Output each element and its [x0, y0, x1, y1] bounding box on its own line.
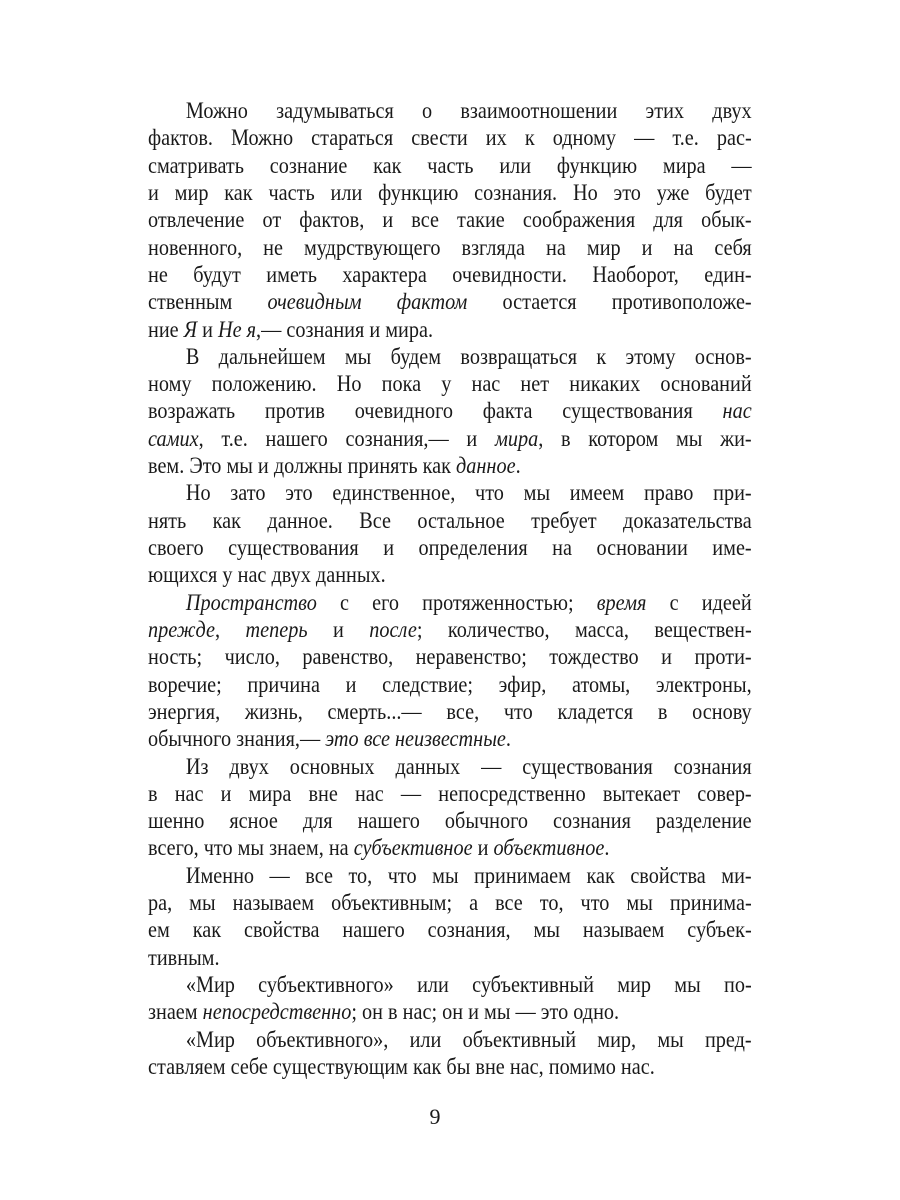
italic-text: Не я — [217, 316, 257, 342]
text-segment: ние — [148, 316, 184, 342]
text-line — [148, 206, 752, 233]
text-line — [148, 753, 752, 780]
text-segment: и — [197, 316, 218, 342]
text-line — [148, 124, 752, 151]
text-segment: нять как данное. Все остальное требует доказательства — [148, 507, 752, 533]
text-line — [148, 589, 752, 616]
text-line — [148, 834, 752, 861]
italic-text: субъективное — [353, 835, 473, 861]
text-segment: знаем — [148, 999, 203, 1025]
text-segment: воречие; причина и следствие; эфир, атомы, электроны, — [148, 671, 752, 697]
text-segment: с его протяженностью; — [316, 589, 597, 615]
italic-text: данное — [456, 453, 516, 479]
text-segment: новенного, не мудрствующего взгляда на мир и на себя — [148, 234, 752, 260]
text-line — [148, 288, 752, 315]
text-segment: в нас и мира вне нас — непосредственно вытекает совер- — [148, 780, 752, 806]
text-line — [148, 534, 752, 561]
text-segment: ; он в нас; он и мы — это одно. — [351, 999, 620, 1025]
text-segment: всего, что мы знаем, на — [148, 835, 354, 861]
text-line — [148, 698, 752, 725]
text-line — [148, 425, 752, 452]
text-line — [148, 1026, 752, 1053]
text-line — [148, 889, 752, 916]
text-segment: «Мир субъективного» или субъективный мир мы по- — [185, 972, 752, 997]
text-segment: тивным. — [148, 944, 220, 970]
italic-text: объективное — [493, 835, 605, 861]
text-line — [148, 971, 752, 998]
text-segment: вем. Это мы и должны принять как — [148, 453, 457, 479]
text-segment: шенно ясное для нашего обычного сознания разделение — [148, 808, 752, 834]
text-line — [148, 507, 752, 534]
text-segment: , — [215, 616, 246, 642]
text-line — [148, 862, 752, 889]
text-line — [148, 316, 752, 343]
text-segment: ставляем себе существующим как бы вне нас, помимо нас. — [148, 1053, 655, 1079]
text-line — [148, 643, 752, 670]
text-segment: ,— сознания и мира. — [256, 316, 434, 342]
text-line — [148, 370, 752, 397]
page-number: 9 — [429, 1104, 441, 1129]
italic-text: Пространство — [185, 589, 317, 615]
text-line — [148, 179, 752, 206]
italic-text: это все неизвестные — [325, 726, 506, 752]
text-segment: не будут иметь характера очевидности. Наоборот, един- — [148, 261, 752, 287]
text-segment: Можно задумываться о взаимоотношении этих двух — [185, 98, 752, 123]
text-line — [148, 152, 752, 179]
text-segment: фактов. Можно стараться свести их к одному — т.е. рас- — [148, 125, 752, 151]
text-line — [148, 725, 752, 752]
italic-text: после — [369, 616, 417, 642]
text-line — [148, 916, 752, 943]
text-segment: своего существования и определения на основании име- — [148, 535, 752, 560]
text-segment: с идеей — [646, 589, 752, 615]
text-line — [148, 452, 752, 479]
text-line — [148, 671, 752, 698]
text-line — [148, 97, 752, 124]
text-segment: , т.е. нашего сознания,— и — [198, 425, 495, 451]
text-line — [148, 561, 752, 588]
text-segment: остается противоположе- — [467, 289, 752, 315]
italic-text: очевидным фактом — [267, 289, 468, 315]
text-line — [148, 780, 752, 807]
text-segment: ем как свойства нашего сознания, мы называем субъек- — [148, 917, 752, 943]
italic-text: теперь — [245, 616, 308, 642]
text-segment: ющихся у нас двух данных. — [148, 562, 386, 588]
text-segment: ному положению. Но пока у нас нет никаких оснований — [148, 371, 752, 397]
text-line — [148, 807, 752, 834]
text-segment: , в котором мы жи- — [538, 425, 752, 451]
text-segment: . — [515, 453, 521, 479]
text-segment: и — [307, 616, 370, 642]
italic-text: Я — [183, 316, 198, 342]
text-segment: и — [472, 835, 494, 861]
text-line — [148, 343, 752, 370]
text-line — [148, 397, 752, 424]
italic-text: время — [596, 589, 647, 615]
text-segment: В дальнейшем мы будем возвращаться к этому основ- — [185, 343, 752, 369]
text-segment: обычного знания,— — [148, 726, 326, 752]
text-segment: . — [604, 835, 610, 861]
text-segment: сматривать сознание как часть или функцию мира — — [148, 152, 752, 178]
text-line — [148, 616, 752, 643]
text-segment: ственным — [148, 289, 268, 315]
text-segment: ра, мы называем объективным; а все то, что мы принима- — [148, 890, 752, 916]
text-line — [148, 234, 752, 261]
italic-text: прежде — [148, 616, 216, 642]
text-segment: Из двух основных данных — существования сознания — [185, 753, 752, 779]
italic-text: самих — [148, 425, 199, 451]
italic-text: непосредственно — [202, 999, 352, 1025]
text-segment: отвлечение от фактов, и все такие соображения для обык- — [148, 207, 752, 233]
text-segment: Именно — все то, что мы принимаем как свойства ми- — [185, 862, 752, 888]
text-segment: ность; число, равенство, неравенство; тождество и проти- — [148, 644, 752, 670]
text-line — [148, 479, 752, 506]
text-segment: Но зато это единственное, что мы имеем право при- — [185, 480, 752, 506]
text-segment: «Мир объективного», или объективный мир, мы пред- — [185, 1026, 752, 1052]
text-line — [148, 261, 752, 288]
text-segment: и мир как часть или функцию сознания. Но это уже будет — [148, 179, 752, 205]
text-segment: энергия, жизнь, смерть...— все, что кладется в основу — [148, 698, 752, 724]
text-segment: возражать против очевидного факта существования — [148, 398, 723, 424]
italic-text: нас — [722, 398, 752, 424]
text-segment: ; количество, масса, веществен- — [416, 616, 752, 642]
italic-text: мира — [494, 425, 539, 451]
text-line — [148, 944, 752, 971]
body-text — [148, 97, 752, 1080]
text-line — [148, 998, 752, 1025]
text-line — [148, 1053, 752, 1080]
text-segment: . — [505, 726, 511, 752]
